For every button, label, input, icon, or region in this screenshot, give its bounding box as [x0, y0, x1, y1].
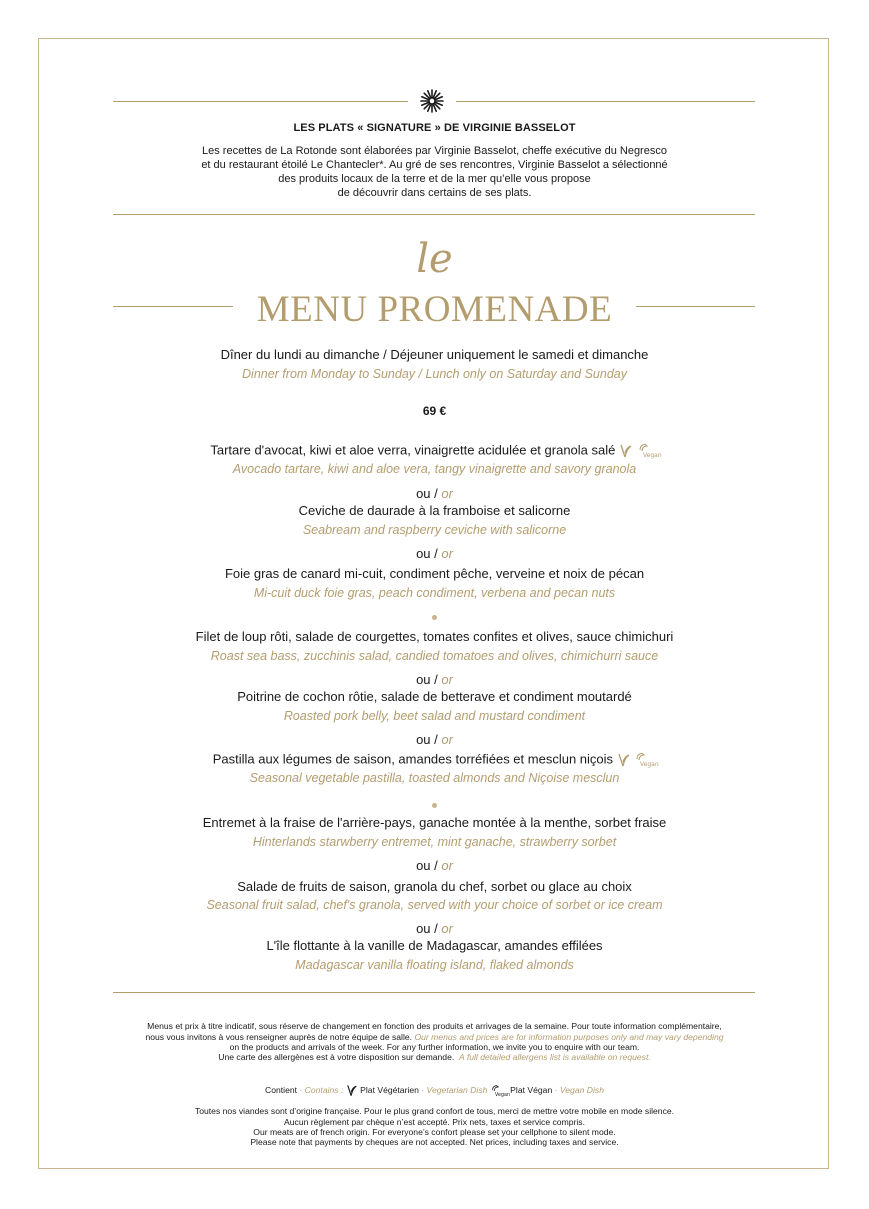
- vegetarian-leaf-icon: [619, 443, 633, 459]
- dish-1-en: Avocado tartare, kiwi and aloe vera, tangy vinaigrette and savory granola: [232, 462, 637, 476]
- dish-8-en: Seasonal fruit salad, chef's granola, served with your choice of sorbet or ice cream: [206, 898, 663, 912]
- or-en: or: [441, 546, 453, 561]
- legend-vegan-fr: Plat Végan: [510, 1085, 553, 1095]
- legend-vegan-en: · Vegan Dish: [554, 1085, 604, 1095]
- footer-line-4-fr: Une carte des allergènes est à votre disposition sur demande.: [218, 1052, 455, 1062]
- or-fr: ou /: [416, 732, 438, 747]
- course-divider-dot-icon: [432, 615, 437, 620]
- footer-line-9: Please note that payments by cheques are not accepted. Net prices, including taxes and service.: [250, 1137, 619, 1147]
- or-en: or: [441, 672, 453, 687]
- signature-text: [0, 144, 869, 200]
- signature-line: et du restaurant étoilé Le Chantecler*. Au gré de ses rencontres, Virginie Basselot a sélectionné: [201, 159, 668, 171]
- or-en: or: [441, 921, 453, 936]
- vegetarian-leaf-icon: [346, 1083, 358, 1098]
- dish-7-en: Hinterlands starwberry entremet, mint ganache, strawberry sorbet: [252, 835, 617, 849]
- dish-3-fr: Foie gras de canard mi-cuit, condiment pêche, verveine et noix de pécan: [224, 566, 645, 581]
- dish-7-fr: Entremet à la fraise de l'arrière-pays, ganache montée à la menthe, sorbet fraise: [202, 815, 667, 830]
- or-separator: [0, 672, 869, 687]
- legend-veg-en: · Vegetarian Dish: [421, 1085, 488, 1095]
- signature-title: LES PLATS « SIGNATURE » DE VIRGINIE BASSELOT: [293, 122, 576, 134]
- footer-legend: [0, 1081, 869, 1099]
- dish-9-fr: L'île flottante à la vanille de Madagascar, amandes effilées: [266, 938, 603, 953]
- or-en: or: [441, 486, 453, 501]
- footer-line-2: [0, 1032, 869, 1043]
- dish-1-fr-text: Tartare d'avocat, kiwi et aloe verra, vinaigrette acidulée et granola salé: [210, 442, 616, 458]
- dish-8-fr: Salade de fruits de saison, granola du chef, sorbet ou glace au choix: [237, 879, 632, 894]
- or-separator: [0, 858, 869, 873]
- vegan-icon: [634, 751, 659, 769]
- or-en: or: [441, 732, 453, 747]
- or-en: or: [441, 858, 453, 873]
- vegan-icon-label: Vegan: [642, 452, 662, 459]
- signature-line: des produits locaux de la terre et de la mer qu’elle vous propose: [278, 173, 591, 185]
- dish-4-fr: Filet de loup rôti, salade de courgettes, tomates confites et olives, sauce chimichuri: [195, 629, 674, 644]
- footer-line-2-en: Our menus and prices are for information purposes only and may vary depending: [414, 1032, 724, 1042]
- footer-line-1: Menus et prix à titre indicatif, sous réserve de changement en fonction des produits et arrivages de la semaine. Pour toute information complémentaire,: [147, 1021, 722, 1031]
- course-divider: [0, 795, 869, 813]
- or-separator: [0, 732, 869, 747]
- signature-line: Les recettes de La Rotonde sont élaborées par Virginie Basselot, cheffe exécutive du Negresco: [202, 145, 667, 157]
- top-rule-left: [113, 101, 408, 102]
- or-fr: ou /: [416, 672, 438, 687]
- dish-2-fr: Ceviche de daurade à la framboise et salicorne: [298, 503, 571, 518]
- sunburst-ornament-icon: [419, 88, 445, 114]
- vegan-icon: [490, 1083, 508, 1099]
- schedule-fr: Dîner du lundi au dimanche / Déjeuner uniquement le samedi et dimanche: [220, 347, 649, 362]
- menu-title: MENU PROMENADE: [256, 289, 613, 330]
- or-fr: ou /: [416, 546, 438, 561]
- dish-5-en: Roasted pork belly, beet salad and mustard condiment: [283, 709, 586, 723]
- footer-line-8: Our meats are of french origin. For everyone’s confort please set your cellphone to silent mode.: [253, 1127, 616, 1137]
- dish-4-en: Roast sea bass, zucchinis salad, candied tomatoes and olives, chimichurri sauce: [210, 649, 659, 663]
- footer-line-4: [0, 1052, 869, 1063]
- dish-3-en: Mi-cuit duck foie gras, peach condiment, verbena and pecan nuts: [253, 586, 616, 600]
- top-rule-right: [456, 101, 755, 102]
- footer-line-7: Aucun règlement par chèque n’est accepté. Prix nets, taxes et service compris.: [284, 1117, 585, 1127]
- dish-6-en: Seasonal vegetable pastilla, toasted almonds and Niçoise mesclun: [249, 771, 620, 785]
- footer-line-4-en: A full detailed allergens list is available on request.: [459, 1052, 651, 1062]
- vegetarian-leaf-icon: [617, 752, 631, 768]
- course-divider: [0, 607, 869, 625]
- dish-6-fr: [0, 751, 869, 769]
- legend-veg-fr: Plat Végétarien: [360, 1085, 419, 1095]
- footer-line-6: Toutes nos viandes sont d’origine française. Pour le plus grand confort de tous, merci de mettre votre mobile en mode silence.: [194, 1106, 675, 1116]
- dish-1-fr: [0, 442, 869, 460]
- legend-contains-fr: Contient: [265, 1085, 298, 1095]
- dish-9-en: Madagascar vanilla floating island, flaked almonds: [295, 958, 574, 972]
- signature-bottom-rule: [113, 214, 755, 215]
- page-border: [38, 38, 829, 1169]
- title-rule-right: [636, 306, 755, 307]
- menu-script-le: le: [416, 236, 453, 282]
- or-fr: ou /: [416, 486, 438, 501]
- schedule-en: Dinner from Monday to Sunday / Lunch only on Saturday and Sunday: [242, 367, 627, 381]
- legend-contains-en: · Contains :: [299, 1085, 344, 1095]
- footer-line-2-fr: nous vous invitons à vous renseigner auprès de notre équipe de salle.: [145, 1032, 413, 1042]
- or-separator: [0, 546, 869, 561]
- dish-2-en: Seabream and raspberry ceviche with salicorne: [302, 523, 567, 537]
- vegan-icon: [637, 442, 662, 460]
- or-fr: ou /: [416, 858, 438, 873]
- signature-line: de découvrir dans certains de ses plats.: [337, 187, 532, 199]
- footer-line-3: on the products and arrivals of the week. For any further information, we invite you to enquire with our team.: [229, 1042, 640, 1052]
- vegan-icon-label: Vegan: [640, 761, 659, 768]
- or-fr: ou /: [416, 921, 438, 936]
- course-divider-dot-icon: [432, 803, 437, 808]
- dish-5-fr: Poitrine de cochon rôtie, salade de betterave et condiment moutardé: [237, 689, 632, 704]
- dish-6-fr-text: Pastilla aux légumes de saison, amandes torréfiées et mesclun niçois: [212, 751, 614, 767]
- or-separator: [0, 486, 869, 501]
- or-separator: [0, 921, 869, 936]
- menu-price: 69 €: [422, 404, 447, 418]
- menu-bottom-rule: [113, 992, 755, 993]
- vegan-icon-label: Vegan: [494, 1091, 510, 1098]
